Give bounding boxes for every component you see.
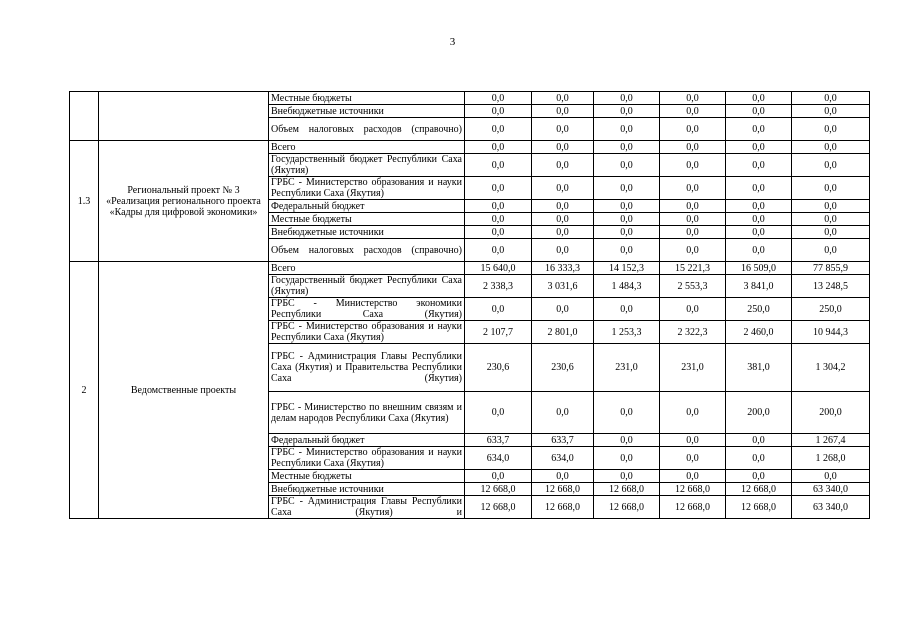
year-value-cell: 0,0 [532,200,594,213]
year-value-cell: 0,0 [465,92,532,105]
total-value-cell: 0,0 [792,213,870,226]
year-value-cell: 0,0 [465,177,532,200]
year-value-cell: 0,0 [594,200,660,213]
year-value-cell: 0,0 [465,226,532,239]
year-value-cell: 2 322,3 [660,321,726,344]
year-value-cell: 0,0 [594,177,660,200]
page-number: 3 [449,36,456,48]
year-value-cell: 2 107,7 [465,321,532,344]
funding-source: Объем налоговых расходов (справочно) [269,239,465,262]
total-value-cell: 200,0 [792,392,870,434]
year-value-cell: 0,0 [660,154,726,177]
year-value-cell: 0,0 [594,434,660,447]
year-value-cell: 0,0 [594,92,660,105]
year-value-cell: 0,0 [660,92,726,105]
year-value-cell: 15 221,3 [660,262,726,275]
year-value-cell: 0,0 [532,105,594,118]
year-value-cell: 0,0 [726,154,792,177]
year-value-cell: 0,0 [726,200,792,213]
year-value-cell: 0,0 [594,447,660,470]
year-value-cell: 0,0 [532,92,594,105]
budget-table [69,91,870,519]
year-value-cell: 12 668,0 [660,496,726,519]
year-value-cell: 231,0 [660,344,726,392]
year-value-cell: 0,0 [660,226,726,239]
funding-source: Всего [269,262,465,275]
funding-source: Внебюджетные источники [269,483,465,496]
year-value-cell: 0,0 [660,213,726,226]
year-value-cell: 0,0 [594,105,660,118]
year-value-cell: 0,0 [532,392,594,434]
year-value-cell: 0,0 [660,239,726,262]
funding-source: Федеральный бюджет [269,200,465,213]
year-value-cell: 0,0 [532,141,594,154]
total-value-cell: 0,0 [792,239,870,262]
year-value-cell: 14 152,3 [594,262,660,275]
year-value-cell: 16 333,3 [532,262,594,275]
year-value-cell: 0,0 [532,298,594,321]
total-value-cell: 77 855,9 [792,262,870,275]
year-value-cell: 16 509,0 [726,262,792,275]
year-value-cell: 12 668,0 [726,496,792,519]
total-value-cell: 1 268,0 [792,447,870,470]
funding-source: Внебюджетные источники [269,105,465,118]
year-value-cell: 0,0 [465,239,532,262]
year-value-cell: 12 668,0 [726,483,792,496]
year-value-cell: 0,0 [660,105,726,118]
item-code: 1.3 [70,141,99,262]
year-value-cell: 0,0 [726,105,792,118]
year-value-cell: 0,0 [465,154,532,177]
year-value-cell: 2 460,0 [726,321,792,344]
year-value-cell: 0,0 [594,226,660,239]
total-value-cell: 0,0 [792,226,870,239]
year-value-cell: 1 253,3 [594,321,660,344]
table-row [70,141,870,154]
total-value-cell: 0,0 [792,200,870,213]
item-name: Региональный проект № 3 «Реализация регионального проекта «Кадры для цифровой экономики» [99,141,269,262]
year-value-cell: 0,0 [532,470,594,483]
year-value-cell: 0,0 [465,392,532,434]
year-value-cell: 633,7 [465,434,532,447]
year-value-cell: 0,0 [660,392,726,434]
budget-table-body [70,92,870,519]
year-value-cell: 0,0 [465,298,532,321]
total-value-cell: 13 248,5 [792,275,870,298]
year-value-cell: 2 801,0 [532,321,594,344]
year-value-cell: 0,0 [726,226,792,239]
total-value-cell: 0,0 [792,105,870,118]
year-value-cell: 0,0 [594,239,660,262]
year-value-cell: 0,0 [594,141,660,154]
year-value-cell: 200,0 [726,392,792,434]
year-value-cell: 0,0 [465,470,532,483]
year-value-cell: 0,0 [726,239,792,262]
total-value-cell: 1 267,4 [792,434,870,447]
item-code [70,92,99,141]
funding-source: Внебюджетные источники [269,226,465,239]
funding-source: Местные бюджеты [269,470,465,483]
year-value-cell: 0,0 [532,154,594,177]
year-value-cell: 0,0 [726,141,792,154]
year-value-cell: 12 668,0 [594,496,660,519]
year-value-cell: 0,0 [660,434,726,447]
year-value-cell: 3 841,0 [726,275,792,298]
year-value-cell: 634,0 [532,447,594,470]
year-value-cell: 0,0 [594,392,660,434]
year-value-cell: 12 668,0 [594,483,660,496]
total-value-cell: 0,0 [792,92,870,105]
year-value-cell: 0,0 [726,118,792,141]
item-name: Ведомственные проекты [99,262,269,519]
year-value-cell: 0,0 [726,92,792,105]
year-value-cell: 0,0 [532,118,594,141]
year-value-cell: 0,0 [660,141,726,154]
year-value-cell: 12 668,0 [465,496,532,519]
year-value-cell: 633,7 [532,434,594,447]
year-value-cell: 0,0 [465,141,532,154]
year-value-cell: 0,0 [726,213,792,226]
funding-source: Местные бюджеты [269,213,465,226]
year-value-cell: 230,6 [532,344,594,392]
year-value-cell: 0,0 [660,470,726,483]
year-value-cell: 0,0 [660,447,726,470]
funding-source: Государственный бюджет Республики Саха (Якутия) [269,154,465,177]
year-value-cell: 2 338,3 [465,275,532,298]
year-value-cell: 0,0 [594,298,660,321]
year-value-cell: 12 668,0 [660,483,726,496]
year-value-cell: 250,0 [726,298,792,321]
year-value-cell: 0,0 [726,177,792,200]
year-value-cell: 0,0 [594,154,660,177]
year-value-cell: 0,0 [532,226,594,239]
year-value-cell: 231,0 [594,344,660,392]
year-value-cell: 12 668,0 [465,483,532,496]
item-name [99,92,269,141]
year-value-cell: 0,0 [532,213,594,226]
year-value-cell: 0,0 [465,213,532,226]
total-value-cell: 10 944,3 [792,321,870,344]
year-value-cell: 1 484,3 [594,275,660,298]
year-value-cell: 0,0 [726,470,792,483]
funding-source: ГРБС - Министерство образования и науки Республики Саха (Якутия) [269,447,465,470]
year-value-cell: 0,0 [594,118,660,141]
item-code: 2 [70,262,99,519]
year-value-cell: 634,0 [465,447,532,470]
funding-source: Всего [269,141,465,154]
year-value-cell: 0,0 [660,177,726,200]
year-value-cell: 0,0 [594,213,660,226]
year-value-cell: 3 031,6 [532,275,594,298]
year-value-cell: 0,0 [660,200,726,213]
year-value-cell: 0,0 [660,118,726,141]
funding-source: ГРБС - Администрация Главы Республики Саха (Якутия) и Правительства Республики Саха (Якутия) [269,344,465,392]
year-value-cell: 0,0 [726,434,792,447]
year-value-cell: 15 640,0 [465,262,532,275]
total-value-cell: 0,0 [792,154,870,177]
year-value-cell: 0,0 [726,447,792,470]
table-row [70,92,870,105]
year-value-cell: 0,0 [660,298,726,321]
table-row [70,262,870,275]
funding-source: ГРБС - Министерство экономики Республики Саха (Якутия) [269,298,465,321]
total-value-cell: 0,0 [792,118,870,141]
year-value-cell: 230,6 [465,344,532,392]
total-value-cell: 0,0 [792,141,870,154]
total-value-cell: 63 340,0 [792,496,870,519]
total-value-cell: 0,0 [792,470,870,483]
year-value-cell: 12 668,0 [532,483,594,496]
funding-source: Местные бюджеты [269,92,465,105]
total-value-cell: 63 340,0 [792,483,870,496]
funding-source: Объем налоговых расходов (справочно) [269,118,465,141]
year-value-cell: 0,0 [465,105,532,118]
year-value-cell: 12 668,0 [532,496,594,519]
funding-source: ГРБС - Министерство образования и науки Республики Саха (Якутия) [269,321,465,344]
funding-source: Государственный бюджет Республики Саха (Якутия) [269,275,465,298]
year-value-cell: 0,0 [465,118,532,141]
year-value-cell: 0,0 [532,177,594,200]
year-value-cell: 0,0 [532,239,594,262]
year-value-cell: 2 553,3 [660,275,726,298]
funding-source: Федеральный бюджет [269,434,465,447]
funding-source: ГРБС - Министерство образования и науки Республики Саха (Якутия) [269,177,465,200]
total-value-cell: 0,0 [792,177,870,200]
year-value-cell: 0,0 [594,470,660,483]
year-value-cell: 381,0 [726,344,792,392]
funding-source: ГРБС - Администрация Главы Республики Саха (Якутия) и [269,496,465,519]
year-value-cell: 0,0 [465,200,532,213]
funding-source: ГРБС - Министерство по внешним связям и делам народов Республики Саха (Якутия) [269,392,465,434]
total-value-cell: 1 304,2 [792,344,870,392]
total-value-cell: 250,0 [792,298,870,321]
